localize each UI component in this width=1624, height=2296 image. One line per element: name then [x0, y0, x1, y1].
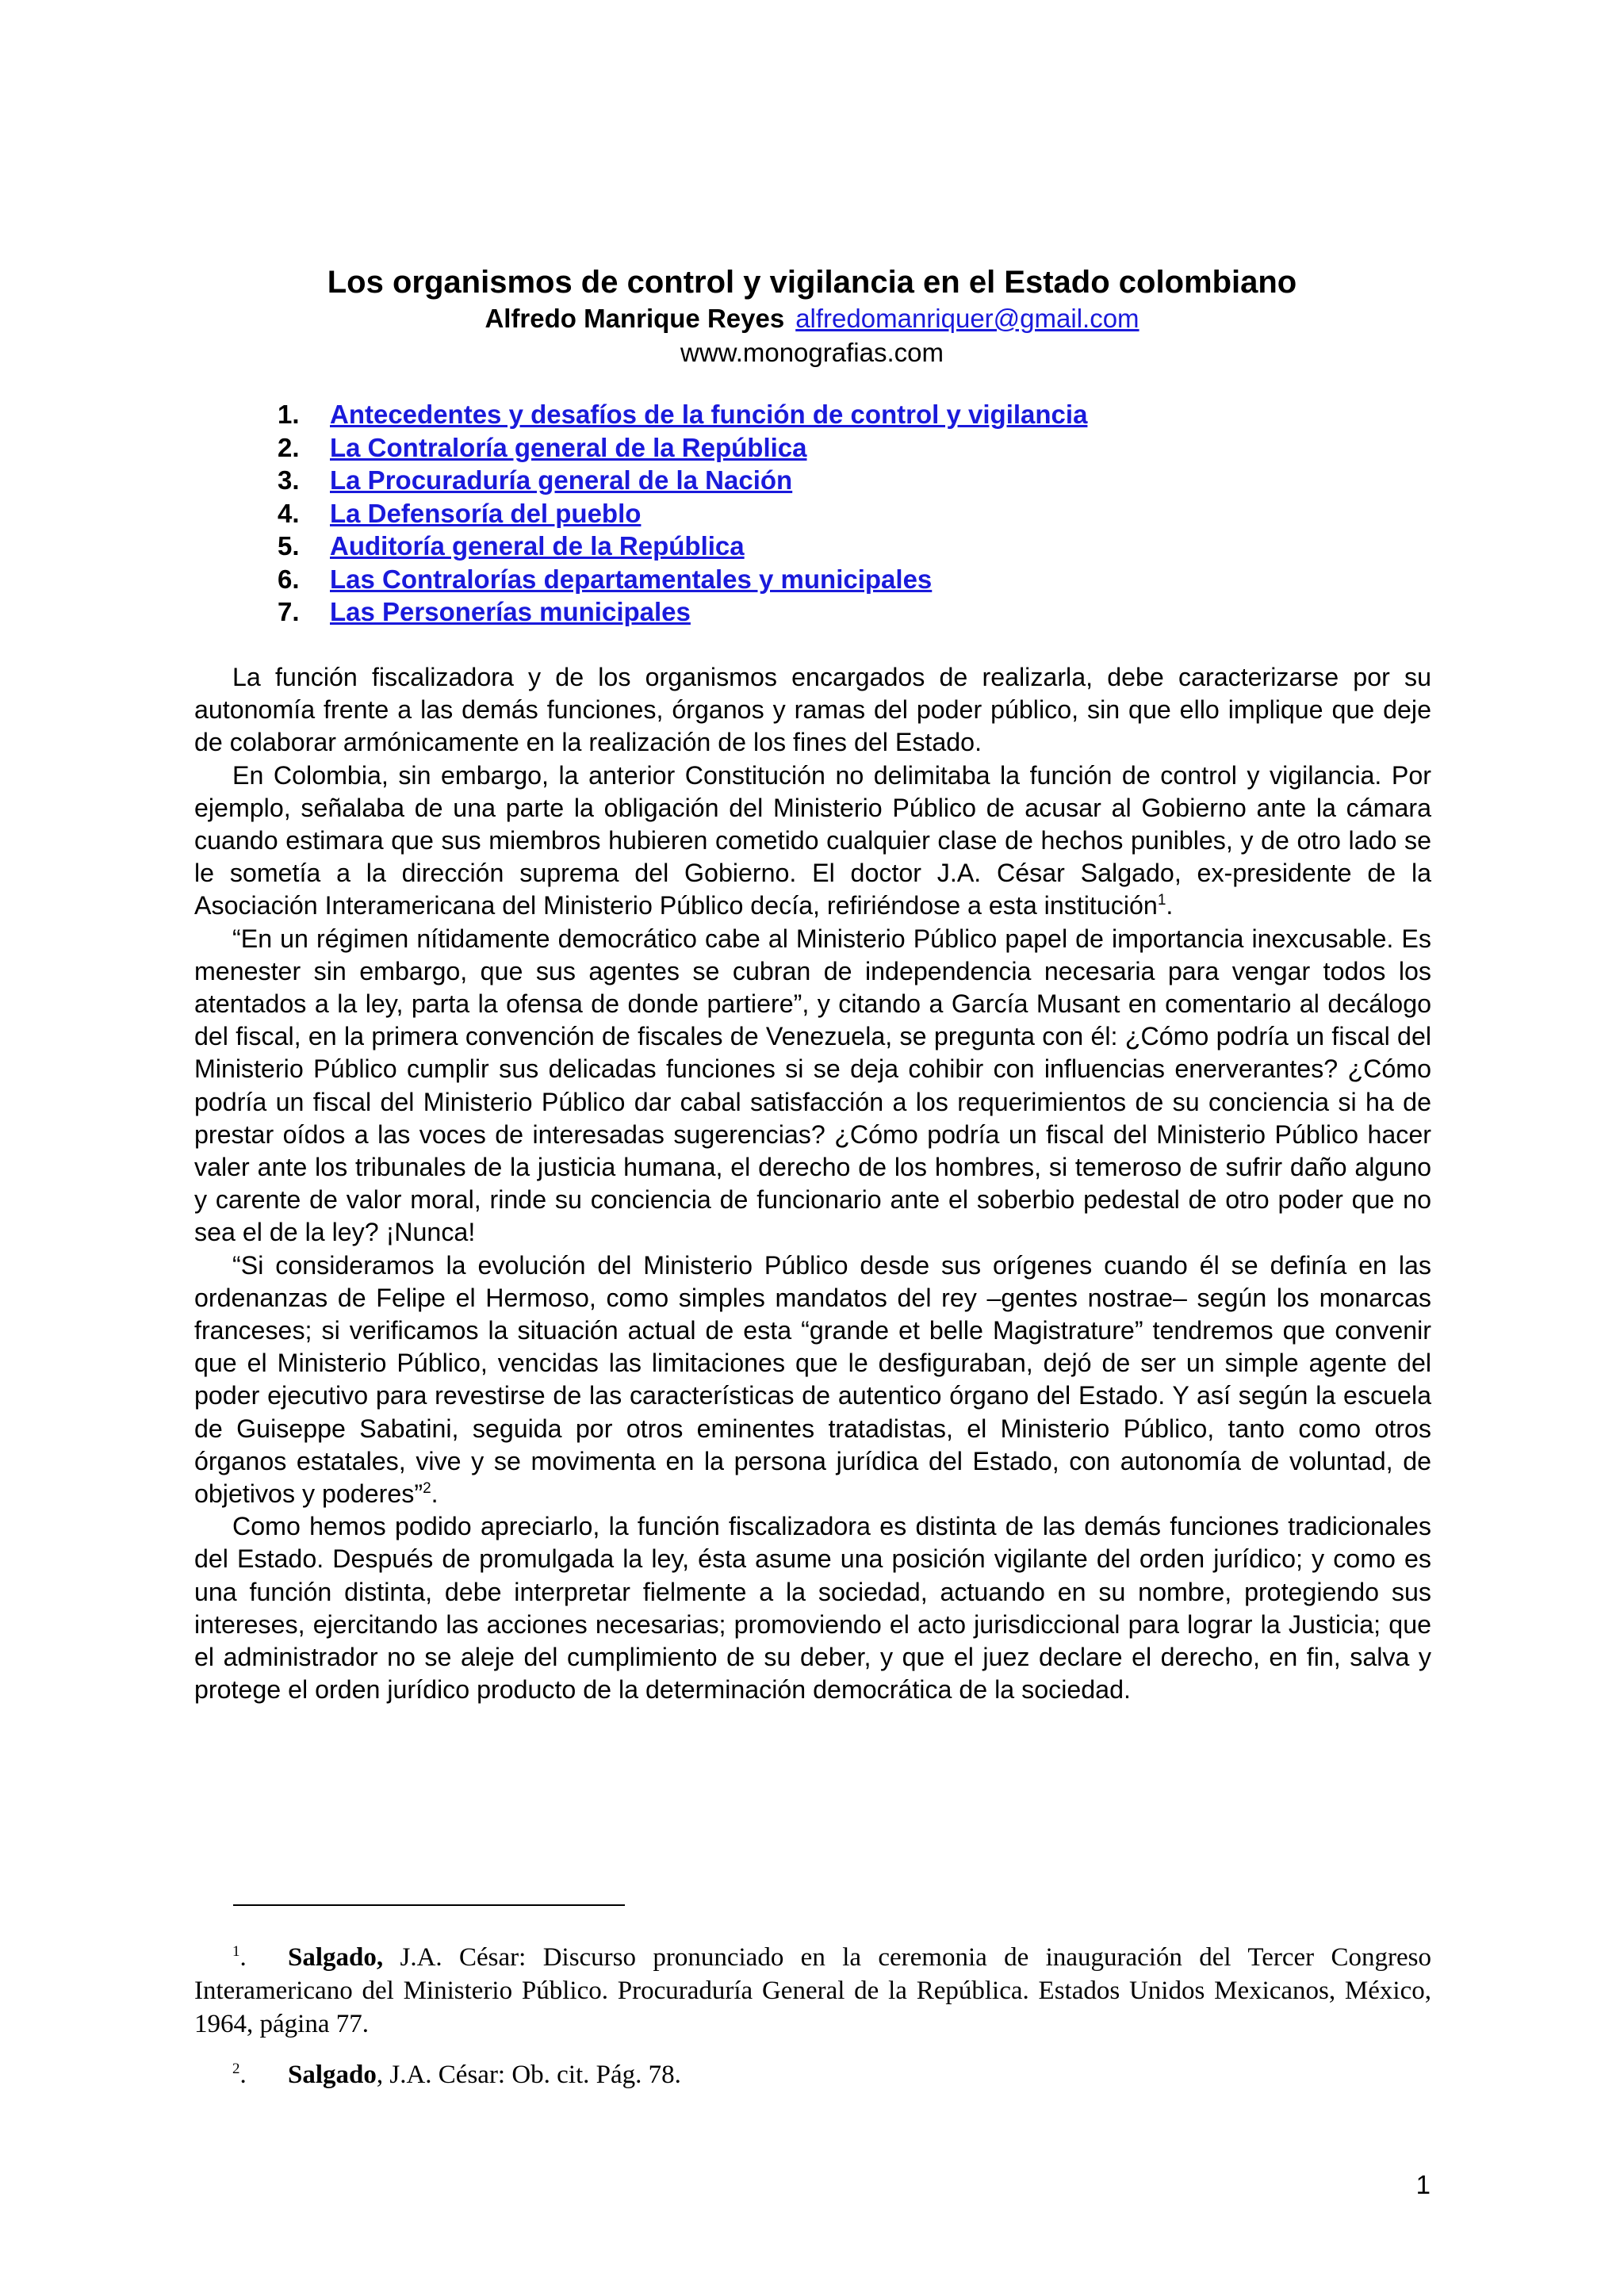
document-title: Los organismos de control y vigilancia en el Estado colombiano — [327, 265, 1297, 300]
toc-item-number: 5. — [278, 531, 300, 561]
author-name: Alfredo Manrique Reyes — [485, 304, 785, 333]
footnotes — [194, 1941, 1431, 2109]
footnote-dot: . — [239, 2061, 247, 2089]
footnote-author: Salgado — [288, 2061, 377, 2089]
toc-item — [278, 398, 1087, 431]
author-email-link[interactable]: alfredomanriquer@gmail.com — [795, 304, 1139, 333]
footnote-reference[interactable]: 1 — [1157, 892, 1166, 909]
toc-link-antecedentes[interactable]: Antecedentes y desafíos de la función de control y vigilancia — [330, 400, 1088, 429]
footnote-reference[interactable]: 2 — [423, 1480, 431, 1498]
paragraph-text: En Colombia, sin embargo, la anterior Constitución no delimitaba la función de control y vigilancia. Por ejemplo, señalaba de una parte la obligación del Ministerio Público de acusar al Gobierno ante la cámara cuando estimara que sus miembros hubieren cometido cualquier clase de hechos punibles, y de otro lado se le sometía a la dirección suprema del Gobierno. El doctor J.A. César Salgado, ex-presidente de la Asociación Interamericana del Ministerio Público decía, refiriéndose a esta institución — [194, 760, 1431, 920]
footnote — [194, 1941, 1431, 2041]
toc-item — [278, 431, 1087, 465]
toc-item — [278, 563, 1087, 596]
toc-link-contraloria[interactable]: La Contraloría general de la República — [330, 432, 807, 462]
toc-link-contralorias-departamentales[interactable]: Las Contralorías departamentales y municipales — [330, 564, 933, 594]
toc-link-procuraduria[interactable]: La Procuraduría general de la Nación — [330, 465, 793, 495]
footnote-separator — [233, 1904, 625, 1906]
footnote-author: Salgado, — [288, 1943, 384, 1972]
footnote-text: , J.A. César: Ob. cit. Pág. 78. — [376, 2061, 681, 2089]
toc-item-number: 6. — [278, 564, 300, 594]
footnote-text: J.A. César: Discurso pronunciado en la ceremonia de inauguración del Tercer Congreso Interamericano del Ministerio Público. Procuraduría General de la República. Estados Unidos Mexicanos, México, 1964, página 77. — [194, 1943, 1431, 2038]
paragraph-text: “Si consideramos la evolución del Ministerio Público desde sus orígenes cuando él se definía en las ordenanzas de Felipe el Hermoso, como simples mandatos del rey –gentes nostrae– según los monarcas franceses; si verificamos la situación actual de esta “grande et belle Magistrature” tendremos que convenir que el Ministerio Público, vencidas las limitaciones que le desfiguraban, dejó de ser un simple agente del poder ejecutivo para revestirse de las características de autentico órgano del Estado. Y así según la escuela de Guiseppe Sabatini, seguida por otros eminentes tratadistas, el Ministerio Público, tanto como otros órganos estatales, vive y se movimenta en la persona jurídica del Estado, con autonomía de voluntad, de objetivos y poderes” — [194, 1250, 1431, 1509]
toc-item — [278, 464, 1087, 497]
toc-item-number: 4. — [278, 498, 300, 528]
footnote-mark — [232, 1941, 288, 1974]
paragraph — [194, 760, 1431, 923]
toc-item-number: 1. — [278, 400, 300, 429]
source-site: www.monografias.com — [680, 338, 944, 367]
toc-item-number: 2. — [278, 432, 300, 462]
paragraph-end: . — [431, 1479, 439, 1509]
body-text — [194, 661, 1431, 1707]
toc-item — [278, 497, 1087, 530]
table-of-contents — [278, 398, 1087, 629]
footnote-mark — [232, 2058, 288, 2091]
paragraph: “En un régimen nítidamente democrático cabe al Ministerio Público papel de importancia inexcusable. Es menester sin embargo, que sus agentes se cubran de independencia necesaria para vengar todos los atentados a la ley, parta la ofensa de donde partiere”, y citando a García Musant en comentario al decálogo del fiscal, en la primera convención de fiscales de Venezuela, se pregunta con él: ¿Cómo podría un fiscal del Ministerio Público cumplir sus delicadas funciones si se deja cohibir con influencias enerverantes? ¿Cómo podría un fiscal del Ministerio Público dar cabal satisfacción a los requerimientos de su conciencia si ha de prestar oídos a las voces de interesadas sugerencias? ¿Cómo podría un fiscal del Ministerio Público hacer valer ante los tribunales de la justicia humana, el derecho de los hombres, si temeroso de sufrir daño alguno y carente de valor moral, rinde su conciencia de funcionario ante el soberbio pedestal de otro poder que no sea el de la ley? ¡Nunca! — [194, 924, 1431, 1247]
page-number: 1 — [1415, 2170, 1431, 2199]
toc-link-personerias[interactable]: Las Personerías municipales — [330, 597, 691, 626]
footnote-number: 2 — [232, 2061, 240, 2077]
footnote — [194, 2058, 1431, 2091]
footnote-dot: . — [239, 1943, 247, 1972]
toc-item-number: 3. — [278, 465, 300, 495]
paragraph: Como hemos podido apreciarlo, la función fiscalizadora es distinta de las demás funciones tradicionales del Estado. Después de promulgada la ley, ésta asume una posición vigilante del orden jurídico; y como es una función distinta, debe interpretar fielmente a la sociedad, actuando en su nombre, protegiendo sus intereses, ejercitando las acciones necesarias; promoviendo el acto jurisdiccional para lograr la Justicia; que el administrador no se aleje del cumplimiento de su deber, y que el juez declare el derecho, en fin, salva y protege el orden jurídico producto de la determinación democrática de la sociedad. — [194, 1512, 1431, 1705]
paragraph: La función fiscalizadora y de los organismos encargados de realizarla, debe caracterizarse por su autonomía frente a las demás funciones, órganos y ramas del poder público, sin que ello implique que deje de colaborar armónicamente en la realización de los fines del Estado. — [194, 663, 1431, 757]
toc-item — [278, 530, 1087, 563]
toc-item — [278, 595, 1087, 629]
author-line — [0, 301, 1624, 336]
toc-link-auditoria[interactable]: Auditoría general de la República — [330, 531, 745, 561]
paragraph — [194, 1249, 1431, 1511]
footnote-number: 1 — [232, 1943, 240, 1960]
paragraph-end: . — [1166, 891, 1174, 920]
toc-link-defensoria[interactable]: La Defensoría del pueblo — [330, 498, 642, 528]
toc-item-number: 7. — [278, 597, 300, 626]
